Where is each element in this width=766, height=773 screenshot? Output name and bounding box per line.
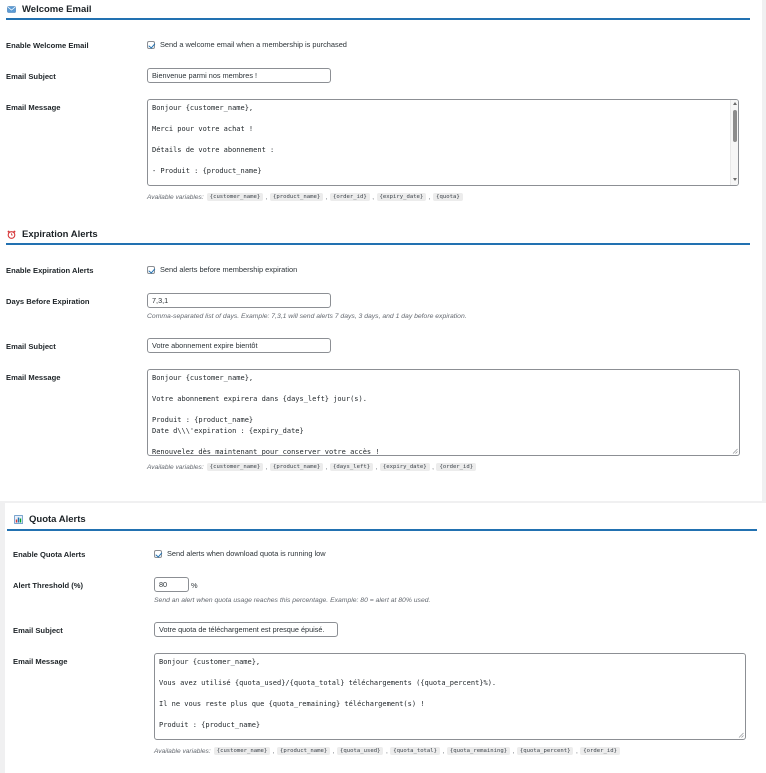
variable-token: {order_id} xyxy=(580,747,620,755)
alarm-clock-icon xyxy=(7,230,16,239)
days-before-expiration-input[interactable]: 7,3,1 xyxy=(147,293,331,308)
welcome-email-section xyxy=(0,0,762,220)
message-blank-line xyxy=(152,156,734,167)
alert-threshold-description: Send an alert when quota usage reaches this percentage. Example: 80 = alert at 80% used. xyxy=(154,597,431,604)
message-line: Produit : {product_name} xyxy=(152,416,254,424)
message-blank-line xyxy=(159,668,741,679)
checkbox-checked-icon[interactable] xyxy=(154,550,162,558)
message-line: Produit : {product_name} xyxy=(159,721,261,729)
quota-subject-label: Email Subject xyxy=(13,626,63,635)
message-blank-line xyxy=(159,689,741,700)
quota-message-textarea[interactable] xyxy=(154,653,746,740)
scrollbar-thumb[interactable] xyxy=(733,110,737,142)
textarea-scrollbar[interactable] xyxy=(730,100,738,185)
welcome-subject-input[interactable]: Bienvenue parmi nos membres ! xyxy=(147,68,331,83)
expiration-enable-text: Send alerts before membership expiration xyxy=(160,265,298,274)
variable-token: {order_id} xyxy=(436,463,476,471)
bar-chart-icon xyxy=(14,515,23,524)
scroll-up-arrow-icon[interactable] xyxy=(733,102,737,105)
quota-enable-checkbox[interactable] xyxy=(154,549,326,558)
alert-threshold-label: Alert Threshold (%) xyxy=(13,581,84,590)
message-line: Bonjour {customer_name}, xyxy=(159,658,261,666)
variable-token: {days_left} xyxy=(330,463,373,471)
quota-alerts-divider xyxy=(7,529,757,531)
message-line: Vous avez utilisé {quota_used}/{quota_total} téléchargements ({quota_percent}%). xyxy=(159,679,497,687)
expiration-variables: Available variables: {customer_name} , {product_name} , {days_left} , {expiry_date} , {order_id} xyxy=(147,463,476,471)
variable-token: {quota_remaining} xyxy=(447,747,510,755)
variables-label: Available variables: xyxy=(147,193,204,201)
welcome-enable-checkbox[interactable] xyxy=(147,40,347,49)
expiration-subject-label: Email Subject xyxy=(6,342,56,351)
quota-alerts-heading xyxy=(14,514,86,525)
quota-variables: Available variables: {customer_name} , {product_name} , {quota_used} , {quota_total} , {quota_remaining} , {quota_percent} , {order_id} xyxy=(154,747,620,755)
checkbox-checked-icon[interactable] xyxy=(147,266,155,274)
variable-token: {customer_name} xyxy=(214,747,271,755)
message-line: Votre abonnement expirera dans {days_left} jour(s). xyxy=(152,395,367,403)
envelope-icon xyxy=(7,5,16,14)
message-line: - Produit : {product_name} xyxy=(152,167,262,175)
quota-alerts-title: Quota Alerts xyxy=(29,514,86,525)
welcome-enable-text: Send a welcome email when a membership is purchased xyxy=(160,40,347,49)
expiration-alerts-section xyxy=(0,220,762,501)
variables-label: Available variables: xyxy=(147,463,204,471)
message-line: Merci pour votre achat ! xyxy=(152,125,254,133)
variable-token: {product_name} xyxy=(277,747,330,755)
quota-subject-input[interactable]: Votre quota de téléchargement est presque épuisé. xyxy=(154,622,338,637)
message-blank-line xyxy=(152,405,735,416)
message-line: Il ne vous reste plus que {quota_remaining} téléchargement(s) ! xyxy=(159,700,425,708)
message-blank-line xyxy=(152,135,734,146)
quota-enable-text: Send alerts when download quota is running low xyxy=(167,549,326,558)
expiration-enable-label: Enable Expiration Alerts xyxy=(6,266,94,275)
message-line: Bonjour {customer_name}, xyxy=(152,104,254,112)
resize-handle-icon[interactable] xyxy=(732,448,738,454)
message-line: Date d\\\'expiration : {expiry_date} xyxy=(152,426,304,435)
welcome-enable-label: Enable Welcome Email xyxy=(6,41,89,50)
variable-token: {product_name} xyxy=(270,193,323,201)
welcome-message-textarea[interactable] xyxy=(147,99,739,186)
message-blank-line xyxy=(159,710,741,721)
variable-token: {expiry_date} xyxy=(377,193,427,201)
days-before-expiration-label: Days Before Expiration xyxy=(6,297,90,306)
welcome-message-label: Email Message xyxy=(6,103,61,112)
welcome-variables: Available variables: {customer_name} , {product_name} , {order_id} , {expiry_date} , {quota} xyxy=(147,193,463,201)
expiration-message-textarea[interactable] xyxy=(147,369,740,456)
quota-enable-label: Enable Quota Alerts xyxy=(13,550,86,559)
variable-token: {quota_used} xyxy=(337,747,383,755)
message-line: Détails de votre abonnement : xyxy=(152,146,275,154)
variable-token: {customer_name} xyxy=(207,193,264,201)
quota-alerts-section xyxy=(5,503,766,773)
variable-token: {order_id} xyxy=(330,193,370,201)
welcome-subject-label: Email Subject xyxy=(6,72,56,81)
checkbox-checked-icon[interactable] xyxy=(147,41,155,49)
quota-message-label: Email Message xyxy=(13,657,68,666)
expiration-message-label: Email Message xyxy=(6,373,61,382)
welcome-email-title: Welcome Email xyxy=(22,4,92,15)
alert-threshold-input[interactable]: 80 xyxy=(154,577,189,592)
expiration-enable-checkbox[interactable] xyxy=(147,265,297,274)
resize-handle-icon[interactable] xyxy=(738,732,744,738)
variable-token: {quota} xyxy=(433,193,463,201)
expiration-alerts-heading xyxy=(7,229,98,240)
variable-token: {product_name} xyxy=(270,463,323,471)
days-before-expiration-description: Comma-separated list of days. Example: 7,3,1 will send alerts 7 days, 3 days, and 1 day before expiration. xyxy=(147,313,467,320)
welcome-email-heading xyxy=(7,4,92,15)
expiration-alerts-divider xyxy=(6,243,750,245)
message-line: Renouvelez dès maintenant pour conserver votre accès ! xyxy=(152,447,380,456)
scroll-down-arrow-icon[interactable] xyxy=(733,178,737,181)
variable-token: {expiry_date} xyxy=(380,463,430,471)
welcome-email-divider xyxy=(6,18,750,20)
expiration-subject-input[interactable]: Votre abonnement expire bientôt xyxy=(147,338,331,353)
variable-token: {quota_total} xyxy=(390,747,440,755)
variable-token: {quota_percent} xyxy=(517,747,574,755)
variables-label: Available variables: xyxy=(154,747,211,755)
message-blank-line xyxy=(152,114,734,125)
variable-token: {customer_name} xyxy=(207,463,264,471)
expiration-alerts-title: Expiration Alerts xyxy=(22,229,98,240)
message-line: Bonjour {customer_name}, xyxy=(152,374,254,382)
message-blank-line xyxy=(152,384,735,395)
alert-threshold-unit: % xyxy=(191,581,198,590)
message-blank-line xyxy=(152,436,735,447)
